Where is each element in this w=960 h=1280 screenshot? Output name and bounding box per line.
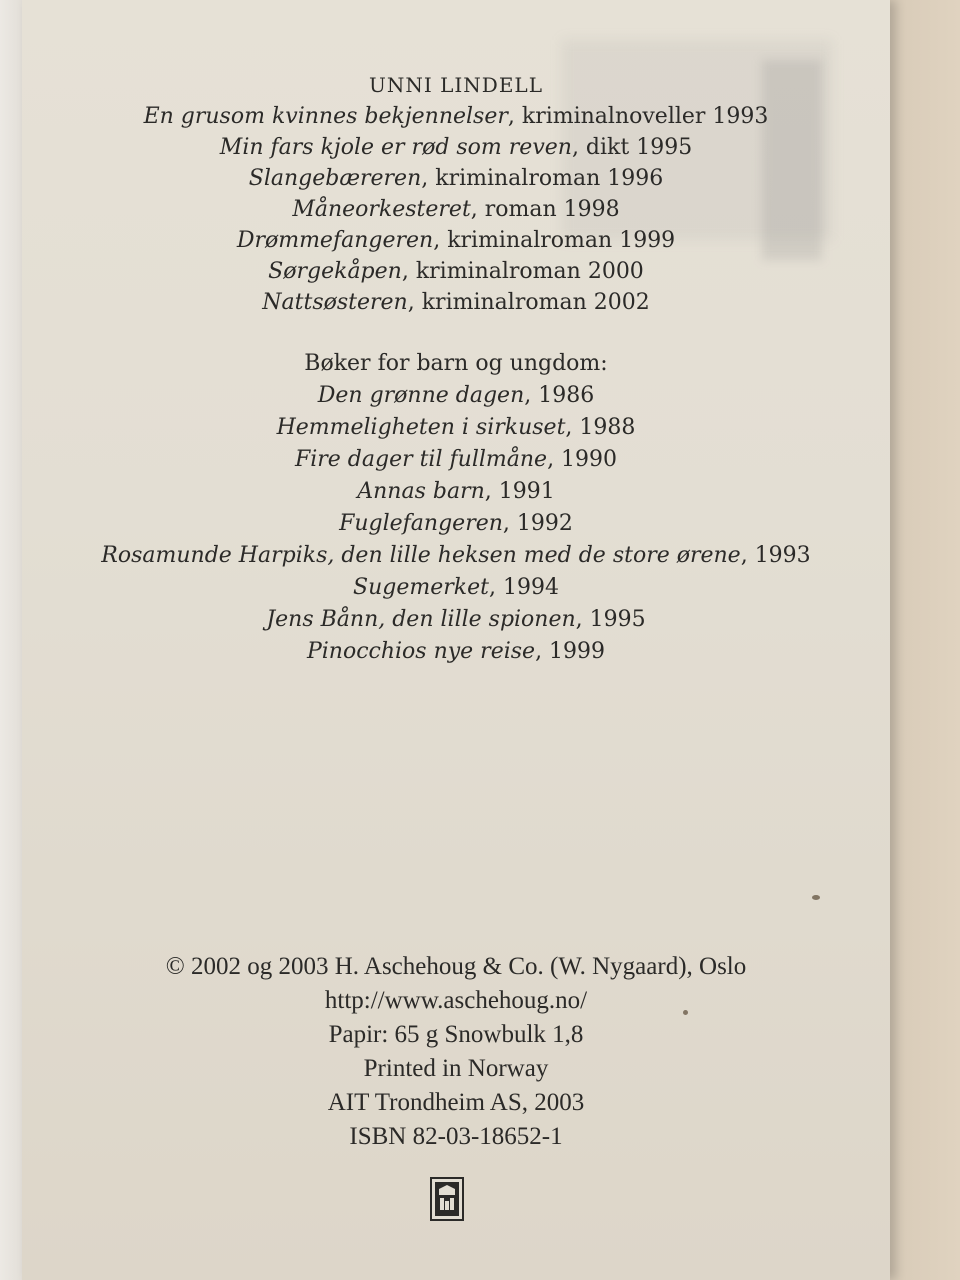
- author-name: UNNI LINDELL: [369, 73, 543, 97]
- work-detail: , kriminalnoveller 1993: [507, 104, 769, 129]
- printer: AIT Trondheim AS, 2003: [327, 1089, 585, 1116]
- work-item: [22, 444, 890, 476]
- work-item: [22, 132, 890, 163]
- imprint: [22, 950, 890, 1154]
- work-item: [22, 380, 890, 412]
- paper-stain: [812, 895, 820, 900]
- work-item: [22, 540, 890, 572]
- work-item: [22, 101, 890, 132]
- work-detail: , 1986: [524, 383, 595, 408]
- work-title: En grusom kvinnes bekjennelser: [143, 104, 508, 129]
- work-item: [22, 225, 890, 256]
- work-detail: , 1995: [575, 607, 646, 632]
- paper-stain: [683, 1010, 688, 1015]
- work-detail: , dikt 1995: [571, 135, 693, 160]
- paper-info: Papir: 65 g Snowbulk 1,8: [328, 1021, 584, 1048]
- work-detail: , 1992: [502, 511, 573, 536]
- children-books: [22, 348, 890, 668]
- work-item: [22, 194, 890, 225]
- printed-in: Printed in Norway: [363, 1055, 549, 1082]
- work-item: [22, 412, 890, 444]
- work-detail: , kriminalroman 1999: [433, 228, 676, 253]
- work-detail: , kriminalroman 2002: [407, 290, 650, 315]
- publisher-logo-icon: [430, 1177, 464, 1221]
- work-detail: , 1988: [565, 415, 636, 440]
- work-title: Sugemerket: [353, 575, 489, 600]
- work-item: [22, 508, 890, 540]
- work-title: Annas barn: [357, 479, 485, 504]
- work-title: Drømmefangeren: [236, 228, 434, 253]
- bibliography: [22, 70, 890, 668]
- work-item: [22, 572, 890, 604]
- isbn: ISBN 82-03-18652-1: [349, 1123, 563, 1150]
- work-detail: , 1991: [484, 479, 555, 504]
- publisher-url: http://www.aschehoug.no/: [324, 987, 588, 1014]
- work-title: Sørgekåpen: [268, 259, 402, 284]
- work-title: Rosamunde Harpiks, den lille heksen med de store ørene: [101, 543, 741, 568]
- work-item: [22, 163, 890, 194]
- work-item: [22, 287, 890, 318]
- work-title: Pinocchios nye reise: [306, 639, 536, 664]
- work-title: Fire dager til fullmåne: [294, 447, 548, 472]
- copyright-line: © 2002 og 2003 H. Aschehoug & Co. (W. Nygaard), Oslo: [165, 953, 747, 980]
- work-detail: , kriminalroman 2000: [401, 259, 644, 284]
- work-title: Nattsøsteren: [262, 290, 408, 315]
- work-title: Hemmeligheten i sirkuset: [276, 415, 566, 440]
- work-detail: , 1993: [740, 543, 811, 568]
- work-detail: , 1994: [488, 575, 559, 600]
- work-item: [22, 476, 890, 508]
- work-item: [22, 256, 890, 287]
- work-title: Min fars kjole er rød som reven: [219, 135, 572, 160]
- work-detail: , roman 1998: [470, 197, 620, 222]
- work-title: Jens Bånn, den lille spionen: [266, 607, 576, 632]
- work-item: [22, 636, 890, 668]
- children-heading: Bøker for barn og ungdom:: [304, 351, 608, 376]
- works-list: [22, 101, 890, 318]
- work-detail: , 1999: [535, 639, 606, 664]
- work-title: Fuglefangeren: [339, 511, 503, 536]
- work-title: Slangebæreren: [248, 166, 422, 191]
- work-item: [22, 604, 890, 636]
- work-title: Måneorkesteret: [292, 197, 471, 222]
- work-title: Den grønne dagen: [317, 383, 525, 408]
- work-detail: , kriminalroman 1996: [421, 166, 664, 191]
- work-detail: , 1990: [547, 447, 618, 472]
